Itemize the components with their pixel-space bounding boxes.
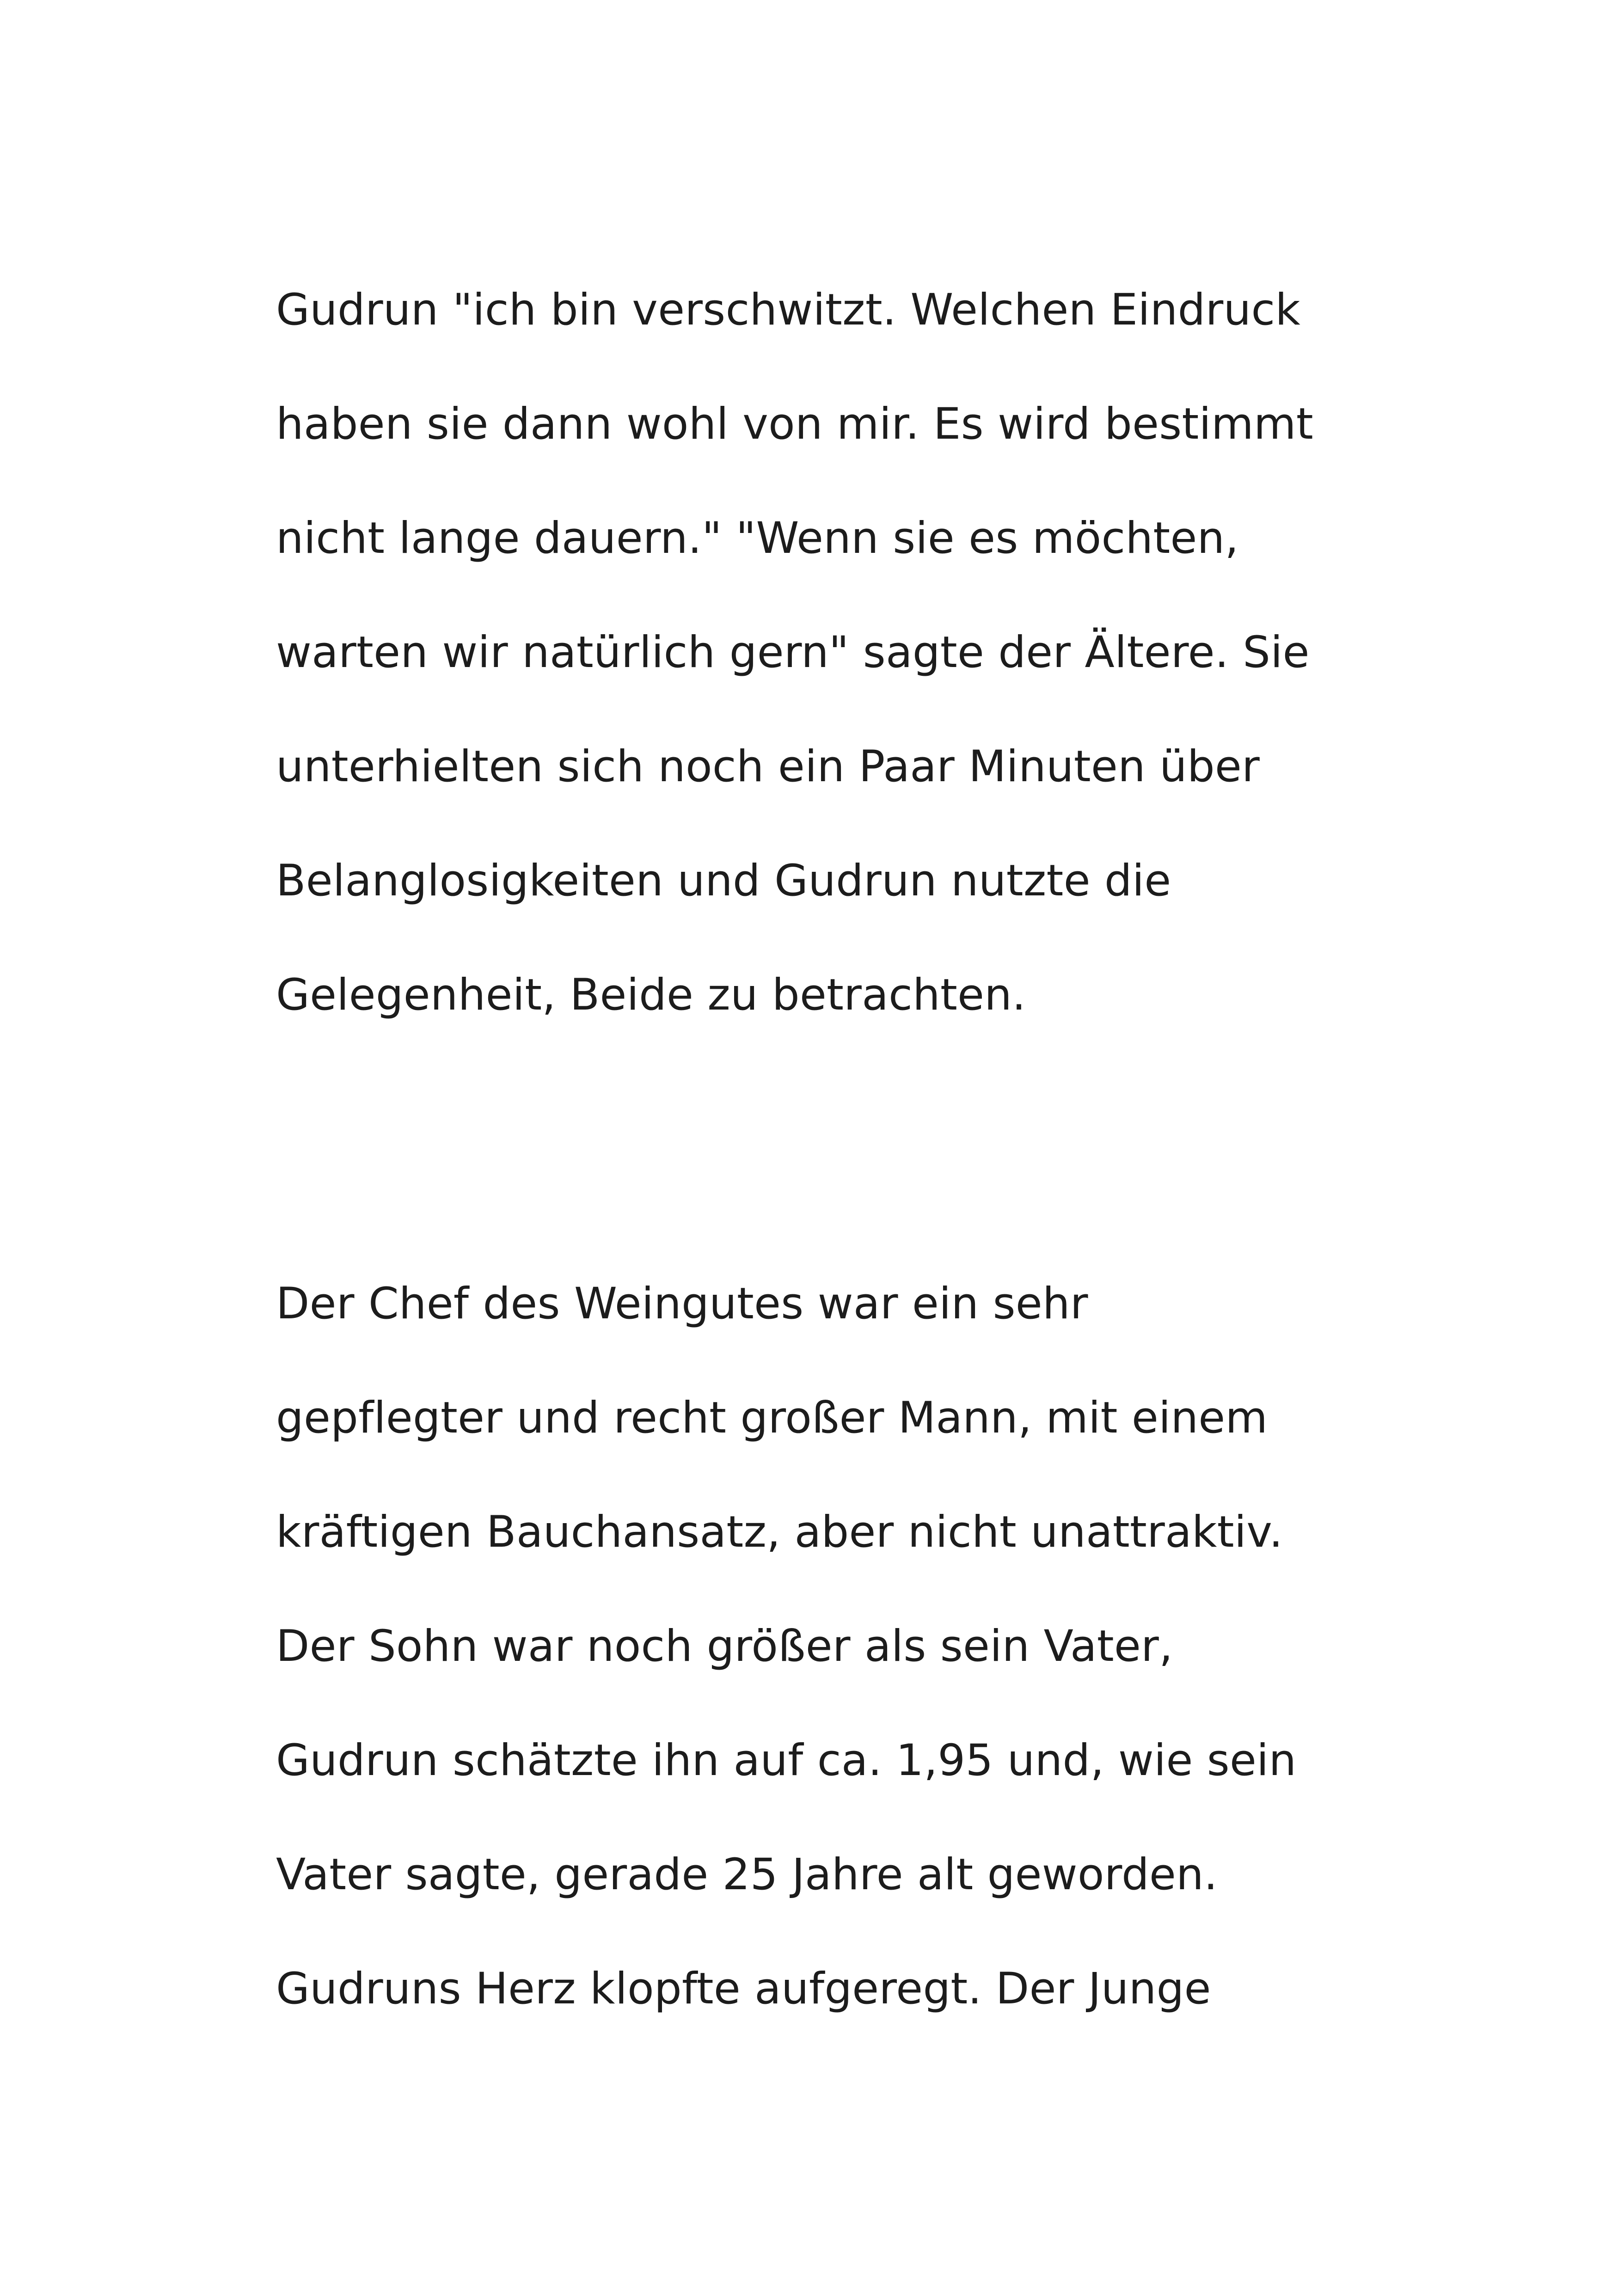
- text-line: gepflegter und recht großer Mann, mit einem: [276, 1393, 1268, 1443]
- text-line: Gelegenheit, Beide zu betrachten.: [276, 970, 1026, 1020]
- text-line: Gudrun schätzte ihn auf ca. 1,95 und, wie sein: [276, 1735, 1297, 1786]
- paragraph-2: [276, 1247, 1432, 2046]
- text-line: Vater sagte, gerade 25 Jahre alt geworden.: [276, 1849, 1218, 1900]
- text-line: Der Chef des Weingutes war ein sehr: [276, 1279, 1088, 1329]
- text-line: nicht lange dauern." "Wenn sie es möchten,: [276, 513, 1239, 563]
- text-line: Gudrun "ich bin verschwitzt. Welchen Eindruck: [276, 285, 1301, 335]
- text-line: Gudruns Herz klopfte aufgeregt. Der Junge: [276, 1964, 1211, 2014]
- text-line: Belanglosigkeiten und Gudrun nutzte die: [276, 856, 1171, 906]
- text-line: warten wir natürlich gern" sagte der Ältere. Sie: [276, 627, 1310, 678]
- text-line: haben sie dann wohl von mir. Es wird bestimmt: [276, 399, 1313, 449]
- text-line: unterhielten sich noch ein Paar Minuten über: [276, 741, 1260, 792]
- text-line: kräftigen Bauchansatz, aber nicht unattraktiv.: [276, 1507, 1283, 1557]
- text-line: Der Sohn war noch größer als sein Vater,: [276, 1621, 1173, 1671]
- paragraph-1: [276, 253, 1432, 1052]
